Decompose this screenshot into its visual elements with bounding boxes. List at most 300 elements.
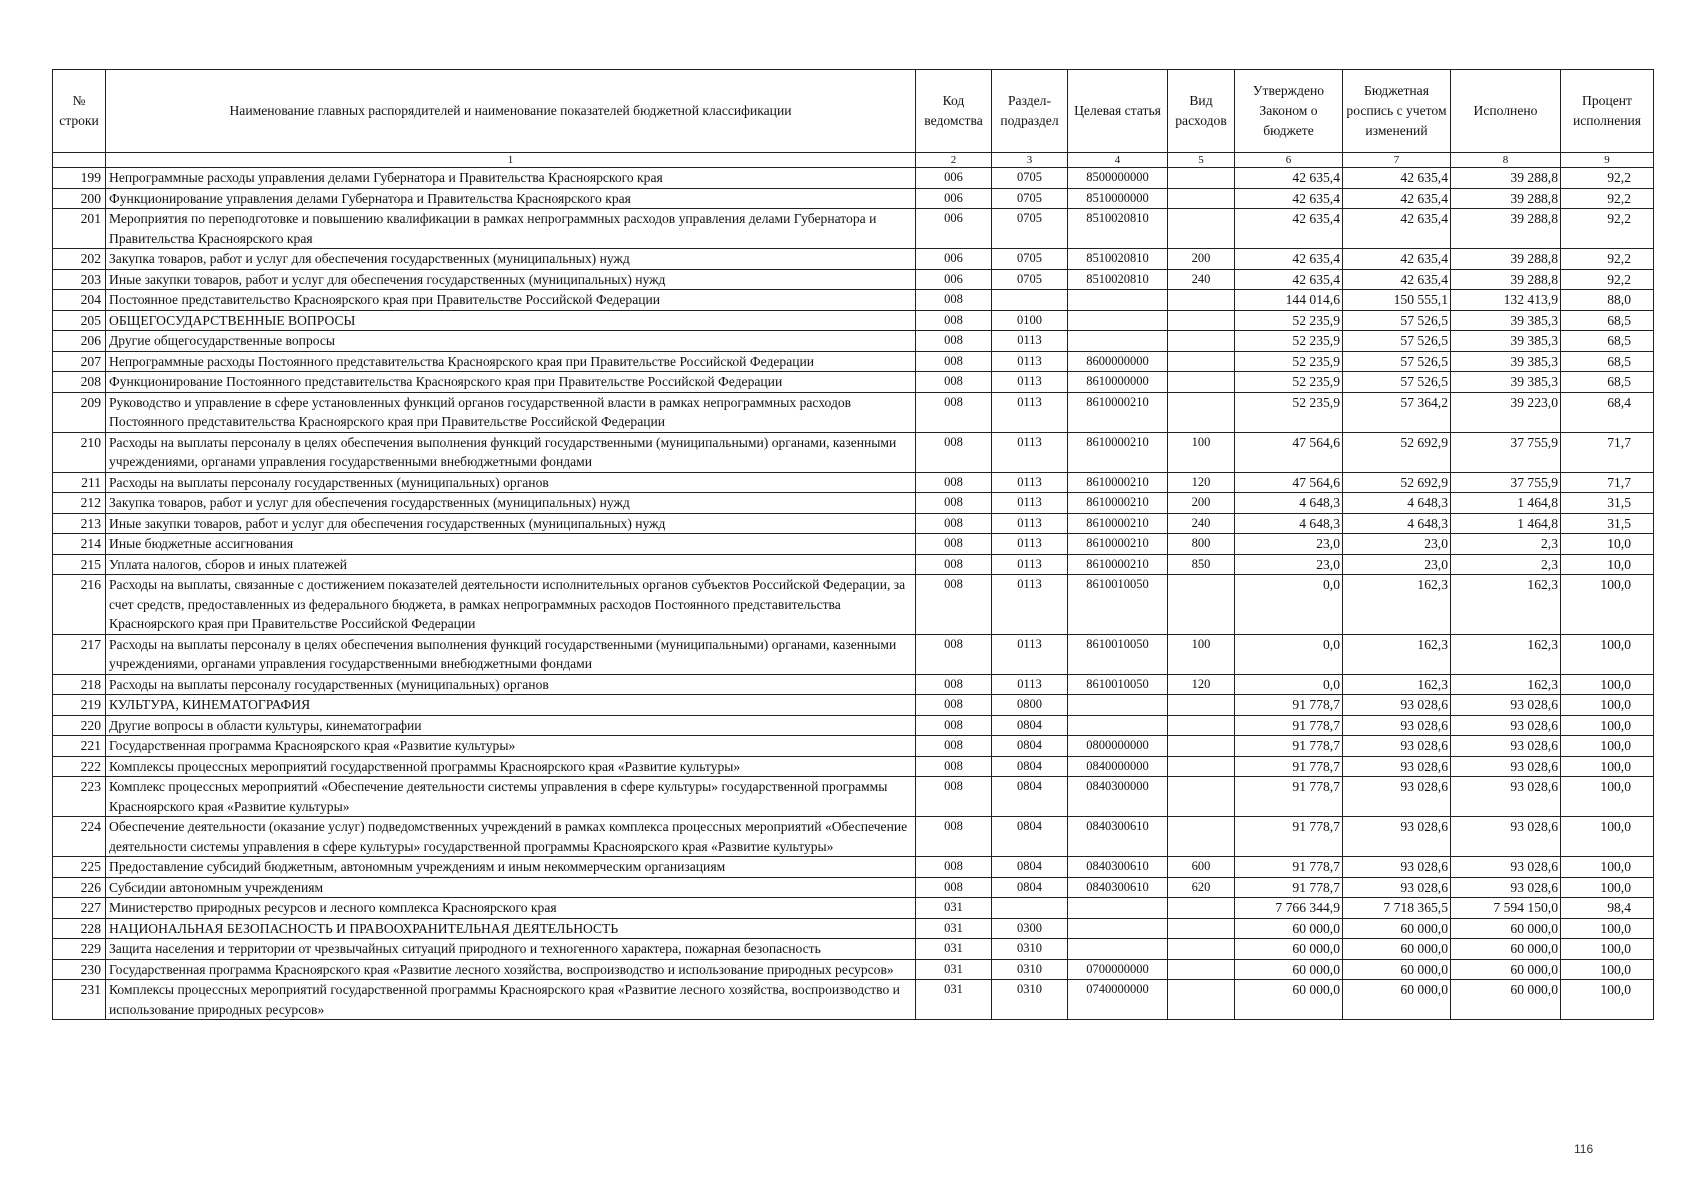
- cell-row-number: 212: [53, 493, 106, 514]
- cell-name: Постоянное представительство Красноярского края при Правительстве Российской Федерации: [106, 290, 916, 311]
- cell-executed: 39 288,8: [1451, 209, 1561, 249]
- cell-approved: 60 000,0: [1235, 959, 1343, 980]
- table-row: [53, 939, 1654, 960]
- cell-expense-type: 800: [1168, 534, 1235, 555]
- table-row: [53, 980, 1654, 1020]
- cell-department-code: 008: [916, 351, 992, 372]
- header-row-number: № строки: [53, 70, 106, 153]
- cell-executed: 93 028,6: [1451, 715, 1561, 736]
- column-number-section: 3: [992, 153, 1068, 168]
- cell-expense-type: 100: [1168, 432, 1235, 472]
- cell-target-item: 0700000000: [1068, 959, 1168, 980]
- cell-budget-schedule: 162,3: [1343, 634, 1451, 674]
- column-number-budget-schedule: 7: [1343, 153, 1451, 168]
- cell-target-item: [1068, 331, 1168, 352]
- cell-name: Мероприятия по переподготовке и повышению квалификации в рамках непрограммных расходов управления делами Губернатора и Правительства Красноярского края: [106, 209, 916, 249]
- table-row: [53, 634, 1654, 674]
- cell-section: 0804: [992, 777, 1068, 817]
- cell-department-code: 008: [916, 513, 992, 534]
- cell-expense-type: 240: [1168, 513, 1235, 534]
- cell-section: 0705: [992, 249, 1068, 270]
- cell-row-number: 230: [53, 959, 106, 980]
- cell-percent: 68,5: [1561, 351, 1654, 372]
- table-row: [53, 249, 1654, 270]
- cell-expense-type: [1168, 188, 1235, 209]
- cell-executed: 93 028,6: [1451, 756, 1561, 777]
- cell-target-item: 8610000210: [1068, 534, 1168, 555]
- cell-expense-type: [1168, 331, 1235, 352]
- column-number-percent: 9: [1561, 153, 1654, 168]
- table-row: [53, 777, 1654, 817]
- cell-name: КУЛЬТУРА, КИНЕМАТОГРАФИЯ: [106, 695, 916, 716]
- table-row: [53, 575, 1654, 635]
- cell-budget-schedule: 7 718 365,5: [1343, 898, 1451, 919]
- cell-section: 0100: [992, 310, 1068, 331]
- cell-row-number: 203: [53, 269, 106, 290]
- column-number-row-number: [53, 153, 106, 168]
- cell-executed: 162,3: [1451, 674, 1561, 695]
- cell-target-item: 0740000000: [1068, 980, 1168, 1020]
- cell-name: Уплата налогов, сборов и иных платежей: [106, 554, 916, 575]
- cell-section: 0804: [992, 877, 1068, 898]
- cell-approved: 42 635,4: [1235, 209, 1343, 249]
- cell-approved: 91 778,7: [1235, 756, 1343, 777]
- cell-percent: 100,0: [1561, 980, 1654, 1020]
- cell-name: Другие вопросы в области культуры, кинематографии: [106, 715, 916, 736]
- cell-name: Предоставление субсидий бюджетным, автономным учреждениям и иным некоммерческим организациям: [106, 857, 916, 878]
- cell-executed: 39 288,8: [1451, 269, 1561, 290]
- cell-department-code: 006: [916, 168, 992, 189]
- cell-department-code: 008: [916, 817, 992, 857]
- cell-executed: 2,3: [1451, 534, 1561, 555]
- cell-executed: 37 755,9: [1451, 472, 1561, 493]
- cell-name: Расходы на выплаты персоналу государственных (муниципальных) органов: [106, 674, 916, 695]
- cell-expense-type: [1168, 715, 1235, 736]
- cell-name: ОБЩЕГОСУДАРСТВЕННЫЕ ВОПРОСЫ: [106, 310, 916, 331]
- cell-target-item: 0840300610: [1068, 877, 1168, 898]
- cell-approved: 60 000,0: [1235, 939, 1343, 960]
- cell-section: 0113: [992, 351, 1068, 372]
- cell-approved: 42 635,4: [1235, 269, 1343, 290]
- table-row: [53, 817, 1654, 857]
- cell-department-code: 008: [916, 877, 992, 898]
- cell-name: Иные закупки товаров, работ и услуг для обеспечения государственных (муниципальных) нужд: [106, 513, 916, 534]
- cell-target-item: [1068, 918, 1168, 939]
- cell-target-item: [1068, 290, 1168, 311]
- cell-row-number: 224: [53, 817, 106, 857]
- cell-section: 0113: [992, 575, 1068, 635]
- cell-section: 0804: [992, 756, 1068, 777]
- cell-percent: 100,0: [1561, 575, 1654, 635]
- cell-percent: 71,7: [1561, 472, 1654, 493]
- cell-percent: 100,0: [1561, 674, 1654, 695]
- cell-approved: 0,0: [1235, 575, 1343, 635]
- cell-executed: 93 028,6: [1451, 817, 1561, 857]
- cell-percent: 31,5: [1561, 493, 1654, 514]
- cell-department-code: 008: [916, 777, 992, 817]
- cell-department-code: 008: [916, 857, 992, 878]
- cell-approved: 42 635,4: [1235, 168, 1343, 189]
- cell-approved: 91 778,7: [1235, 695, 1343, 716]
- cell-percent: 100,0: [1561, 877, 1654, 898]
- cell-percent: 92,2: [1561, 209, 1654, 249]
- cell-expense-type: [1168, 918, 1235, 939]
- cell-approved: 23,0: [1235, 554, 1343, 575]
- table-row: [53, 857, 1654, 878]
- cell-expense-type: [1168, 168, 1235, 189]
- cell-row-number: 208: [53, 372, 106, 393]
- cell-approved: 4 648,3: [1235, 513, 1343, 534]
- cell-budget-schedule: 42 635,4: [1343, 168, 1451, 189]
- cell-row-number: 206: [53, 331, 106, 352]
- cell-budget-schedule: 23,0: [1343, 554, 1451, 575]
- cell-budget-schedule: 93 028,6: [1343, 736, 1451, 757]
- cell-row-number: 200: [53, 188, 106, 209]
- cell-section: 0113: [992, 432, 1068, 472]
- cell-expense-type: [1168, 209, 1235, 249]
- cell-target-item: [1068, 695, 1168, 716]
- column-number-executed: 8: [1451, 153, 1561, 168]
- table-row: [53, 392, 1654, 432]
- table-row: [53, 493, 1654, 514]
- cell-department-code: 031: [916, 939, 992, 960]
- budget-table: [52, 69, 1654, 1020]
- cell-target-item: 8500000000: [1068, 168, 1168, 189]
- cell-row-number: 225: [53, 857, 106, 878]
- cell-name: Функционирование Постоянного представительства Красноярского края при Правительстве Российской Федерации: [106, 372, 916, 393]
- cell-name: Обеспечение деятельности (оказание услуг) подведомственных учреждений в рамках комплекса процессных мероприятий «Обеспечение деятельности системы управления в сфере культуры» государственной программы Красноярского края «Развитие культуры»: [106, 817, 916, 857]
- table-row: [53, 432, 1654, 472]
- table-row: [53, 918, 1654, 939]
- cell-executed: 39 223,0: [1451, 392, 1561, 432]
- cell-expense-type: [1168, 736, 1235, 757]
- cell-executed: 7 594 150,0: [1451, 898, 1561, 919]
- cell-percent: 100,0: [1561, 777, 1654, 817]
- cell-target-item: 0800000000: [1068, 736, 1168, 757]
- cell-approved: 91 778,7: [1235, 715, 1343, 736]
- cell-approved: 60 000,0: [1235, 980, 1343, 1020]
- cell-expense-type: [1168, 777, 1235, 817]
- cell-budget-schedule: 93 028,6: [1343, 817, 1451, 857]
- column-number-approved: 6: [1235, 153, 1343, 168]
- cell-name: Другие общегосударственные вопросы: [106, 331, 916, 352]
- cell-name: Закупка товаров, работ и услуг для обеспечения государственных (муниципальных) нужд: [106, 493, 916, 514]
- cell-target-item: 0840000000: [1068, 756, 1168, 777]
- cell-budget-schedule: 42 635,4: [1343, 188, 1451, 209]
- cell-expense-type: [1168, 817, 1235, 857]
- cell-name: Непрограммные расходы управления делами Губернатора и Правительства Красноярского края: [106, 168, 916, 189]
- cell-approved: 42 635,4: [1235, 249, 1343, 270]
- table-row: [53, 290, 1654, 311]
- cell-percent: 100,0: [1561, 817, 1654, 857]
- cell-percent: 68,5: [1561, 372, 1654, 393]
- cell-section: 0113: [992, 472, 1068, 493]
- cell-name: Иные бюджетные ассигнования: [106, 534, 916, 555]
- cell-expense-type: [1168, 898, 1235, 919]
- cell-department-code: 008: [916, 472, 992, 493]
- table-row: [53, 674, 1654, 695]
- cell-name: Иные закупки товаров, работ и услуг для обеспечения государственных (муниципальных) нужд: [106, 269, 916, 290]
- cell-row-number: 215: [53, 554, 106, 575]
- cell-section: 0705: [992, 168, 1068, 189]
- cell-budget-schedule: 93 028,6: [1343, 857, 1451, 878]
- cell-row-number: 221: [53, 736, 106, 757]
- cell-expense-type: [1168, 756, 1235, 777]
- cell-name: Субсидии автономным учреждениям: [106, 877, 916, 898]
- cell-row-number: 204: [53, 290, 106, 311]
- cell-row-number: 220: [53, 715, 106, 736]
- cell-department-code: 006: [916, 269, 992, 290]
- cell-section: 0113: [992, 674, 1068, 695]
- cell-expense-type: [1168, 310, 1235, 331]
- cell-row-number: 231: [53, 980, 106, 1020]
- cell-percent: 92,2: [1561, 188, 1654, 209]
- table-row: [53, 331, 1654, 352]
- cell-budget-schedule: 93 028,6: [1343, 756, 1451, 777]
- cell-budget-schedule: 57 526,5: [1343, 372, 1451, 393]
- cell-approved: 47 564,6: [1235, 472, 1343, 493]
- cell-budget-schedule: 4 648,3: [1343, 493, 1451, 514]
- cell-section: [992, 290, 1068, 311]
- cell-approved: 91 778,7: [1235, 857, 1343, 878]
- cell-row-number: 205: [53, 310, 106, 331]
- cell-approved: 4 648,3: [1235, 493, 1343, 514]
- cell-percent: 10,0: [1561, 534, 1654, 555]
- cell-section: 0300: [992, 918, 1068, 939]
- cell-executed: 39 288,8: [1451, 188, 1561, 209]
- header-expense-type: Вид расходов: [1168, 70, 1235, 153]
- cell-expense-type: [1168, 939, 1235, 960]
- cell-target-item: 0840300000: [1068, 777, 1168, 817]
- cell-row-number: 217: [53, 634, 106, 674]
- cell-department-code: 008: [916, 432, 992, 472]
- cell-department-code: 008: [916, 736, 992, 757]
- cell-department-code: 031: [916, 918, 992, 939]
- table-row: [53, 372, 1654, 393]
- table-row: [53, 269, 1654, 290]
- cell-department-code: 008: [916, 575, 992, 635]
- cell-budget-schedule: 57 526,5: [1343, 310, 1451, 331]
- cell-approved: 91 778,7: [1235, 777, 1343, 817]
- cell-approved: 0,0: [1235, 634, 1343, 674]
- column-number-target-item: 4: [1068, 153, 1168, 168]
- header-target-item: Целевая статья: [1068, 70, 1168, 153]
- cell-budget-schedule: 60 000,0: [1343, 918, 1451, 939]
- cell-department-code: 008: [916, 372, 992, 393]
- table-row: [53, 695, 1654, 716]
- cell-budget-schedule: 93 028,6: [1343, 777, 1451, 817]
- table-row: [53, 715, 1654, 736]
- cell-target-item: 8510020810: [1068, 209, 1168, 249]
- cell-row-number: 226: [53, 877, 106, 898]
- cell-department-code: 006: [916, 209, 992, 249]
- cell-percent: 88,0: [1561, 290, 1654, 311]
- cell-section: 0310: [992, 980, 1068, 1020]
- cell-expense-type: [1168, 290, 1235, 311]
- cell-department-code: 031: [916, 959, 992, 980]
- cell-department-code: 008: [916, 554, 992, 575]
- cell-target-item: [1068, 939, 1168, 960]
- cell-approved: 52 235,9: [1235, 392, 1343, 432]
- cell-target-item: [1068, 898, 1168, 919]
- cell-row-number: 209: [53, 392, 106, 432]
- cell-department-code: 008: [916, 493, 992, 514]
- cell-approved: 23,0: [1235, 534, 1343, 555]
- cell-target-item: 0840300610: [1068, 857, 1168, 878]
- cell-budget-schedule: 4 648,3: [1343, 513, 1451, 534]
- cell-section: 0800: [992, 695, 1068, 716]
- cell-section: 0804: [992, 817, 1068, 857]
- cell-department-code: 008: [916, 392, 992, 432]
- cell-section: 0804: [992, 857, 1068, 878]
- cell-row-number: 214: [53, 534, 106, 555]
- cell-name: Комплексы процессных мероприятий государственной программы Красноярского края «Развитие лесного хозяйства, воспроизводство и использование природных ресурсов»: [106, 980, 916, 1020]
- cell-executed: 60 000,0: [1451, 959, 1561, 980]
- cell-section: 0113: [992, 331, 1068, 352]
- header-executed: Исполнено: [1451, 70, 1561, 153]
- cell-section: 0113: [992, 513, 1068, 534]
- cell-expense-type: [1168, 959, 1235, 980]
- cell-budget-schedule: 93 028,6: [1343, 715, 1451, 736]
- cell-name: Государственная программа Красноярского края «Развитие культуры»: [106, 736, 916, 757]
- cell-section: 0804: [992, 715, 1068, 736]
- cell-percent: 31,5: [1561, 513, 1654, 534]
- cell-section: 0310: [992, 939, 1068, 960]
- cell-expense-type: [1168, 575, 1235, 635]
- header-approved: Утверждено Законом о бюджете: [1235, 70, 1343, 153]
- cell-executed: 60 000,0: [1451, 939, 1561, 960]
- cell-target-item: 8610000210: [1068, 513, 1168, 534]
- cell-row-number: 222: [53, 756, 106, 777]
- cell-row-number: 210: [53, 432, 106, 472]
- cell-expense-type: 100: [1168, 634, 1235, 674]
- cell-section: 0705: [992, 188, 1068, 209]
- cell-row-number: 213: [53, 513, 106, 534]
- cell-budget-schedule: 60 000,0: [1343, 980, 1451, 1020]
- header-percent: Процент исполнения: [1561, 70, 1654, 153]
- cell-executed: 60 000,0: [1451, 980, 1561, 1020]
- cell-percent: 100,0: [1561, 939, 1654, 960]
- cell-percent: 100,0: [1561, 634, 1654, 674]
- column-number-expense-type: 5: [1168, 153, 1235, 168]
- cell-budget-schedule: 60 000,0: [1343, 939, 1451, 960]
- table-row: [53, 959, 1654, 980]
- cell-executed: 93 028,6: [1451, 857, 1561, 878]
- cell-expense-type: 120: [1168, 472, 1235, 493]
- header-department-code: Код ведомства: [916, 70, 992, 153]
- cell-section: 0113: [992, 372, 1068, 393]
- cell-name: Функционирование управления делами Губернатора и Правительства Красноярского края: [106, 188, 916, 209]
- cell-expense-type: 120: [1168, 674, 1235, 695]
- column-number-name: 1: [106, 153, 916, 168]
- cell-approved: 52 235,9: [1235, 310, 1343, 331]
- cell-budget-schedule: 23,0: [1343, 534, 1451, 555]
- cell-percent: 100,0: [1561, 736, 1654, 757]
- table-row: [53, 209, 1654, 249]
- cell-expense-type: [1168, 980, 1235, 1020]
- cell-row-number: 211: [53, 472, 106, 493]
- cell-name: Защита населения и территории от чрезвычайных ситуаций природного и техногенного характера, пожарная безопасность: [106, 939, 916, 960]
- page-number: 116: [1574, 1142, 1594, 1156]
- cell-percent: 71,7: [1561, 432, 1654, 472]
- cell-executed: 162,3: [1451, 634, 1561, 674]
- cell-target-item: 0840300610: [1068, 817, 1168, 857]
- cell-budget-schedule: 52 692,9: [1343, 432, 1451, 472]
- cell-approved: 52 235,9: [1235, 331, 1343, 352]
- cell-department-code: 008: [916, 310, 992, 331]
- cell-target-item: [1068, 310, 1168, 331]
- cell-target-item: 8610010050: [1068, 575, 1168, 635]
- cell-row-number: 227: [53, 898, 106, 919]
- cell-executed: 39 385,3: [1451, 331, 1561, 352]
- cell-target-item: 8510020810: [1068, 249, 1168, 270]
- cell-percent: 100,0: [1561, 695, 1654, 716]
- cell-approved: 52 235,9: [1235, 372, 1343, 393]
- cell-percent: 92,2: [1561, 269, 1654, 290]
- cell-name: Руководство и управление в сфере установленных функций органов государственной власти в рамках непрограммных расходов Постоянного представительства Красноярского края при Правительстве Российской Федерации: [106, 392, 916, 432]
- cell-name: Государственная программа Красноярского края «Развитие лесного хозяйства, воспроизводство и использование природных ресурсов»: [106, 959, 916, 980]
- cell-executed: 162,3: [1451, 575, 1561, 635]
- cell-executed: 39 385,3: [1451, 372, 1561, 393]
- cell-approved: 7 766 344,9: [1235, 898, 1343, 919]
- cell-executed: 39 288,8: [1451, 249, 1561, 270]
- table-row: [53, 168, 1654, 189]
- cell-approved: 0,0: [1235, 674, 1343, 695]
- cell-percent: 68,5: [1561, 331, 1654, 352]
- cell-section: 0113: [992, 554, 1068, 575]
- cell-expense-type: [1168, 695, 1235, 716]
- cell-executed: 2,3: [1451, 554, 1561, 575]
- cell-approved: 42 635,4: [1235, 188, 1343, 209]
- cell-row-number: 216: [53, 575, 106, 635]
- cell-department-code: 008: [916, 634, 992, 674]
- cell-approved: 91 778,7: [1235, 736, 1343, 757]
- cell-section: 0705: [992, 209, 1068, 249]
- table-row: [53, 756, 1654, 777]
- cell-section: 0113: [992, 392, 1068, 432]
- cell-name: НАЦИОНАЛЬНАЯ БЕЗОПАСНОСТЬ И ПРАВООХРАНИТЕЛЬНАЯ ДЕЯТЕЛЬНОСТЬ: [106, 918, 916, 939]
- cell-target-item: 8610010050: [1068, 634, 1168, 674]
- cell-target-item: 8610000000: [1068, 372, 1168, 393]
- table-row: [53, 351, 1654, 372]
- cell-row-number: 219: [53, 695, 106, 716]
- cell-executed: 132 413,9: [1451, 290, 1561, 311]
- cell-department-code: 006: [916, 249, 992, 270]
- cell-budget-schedule: 52 692,9: [1343, 472, 1451, 493]
- cell-row-number: 202: [53, 249, 106, 270]
- cell-target-item: 8610000210: [1068, 432, 1168, 472]
- cell-department-code: 008: [916, 290, 992, 311]
- cell-executed: 93 028,6: [1451, 877, 1561, 898]
- cell-budget-schedule: 60 000,0: [1343, 959, 1451, 980]
- cell-approved: 144 014,6: [1235, 290, 1343, 311]
- cell-name: Расходы на выплаты персоналу в целях обеспечения выполнения функций государственными (муниципальными) органами, казенными учреждениями, органами управления государственными внебюджетными фондами: [106, 432, 916, 472]
- cell-budget-schedule: 93 028,6: [1343, 877, 1451, 898]
- cell-executed: 1 464,8: [1451, 513, 1561, 534]
- cell-approved: 91 778,7: [1235, 877, 1343, 898]
- cell-section: 0705: [992, 269, 1068, 290]
- cell-row-number: 228: [53, 918, 106, 939]
- cell-budget-schedule: 162,3: [1343, 575, 1451, 635]
- cell-row-number: 199: [53, 168, 106, 189]
- cell-target-item: 8600000000: [1068, 351, 1168, 372]
- cell-approved: 60 000,0: [1235, 918, 1343, 939]
- table-row: [53, 534, 1654, 555]
- cell-percent: 92,2: [1561, 249, 1654, 270]
- cell-percent: 100,0: [1561, 715, 1654, 736]
- table-row: [53, 188, 1654, 209]
- cell-target-item: 8610010050: [1068, 674, 1168, 695]
